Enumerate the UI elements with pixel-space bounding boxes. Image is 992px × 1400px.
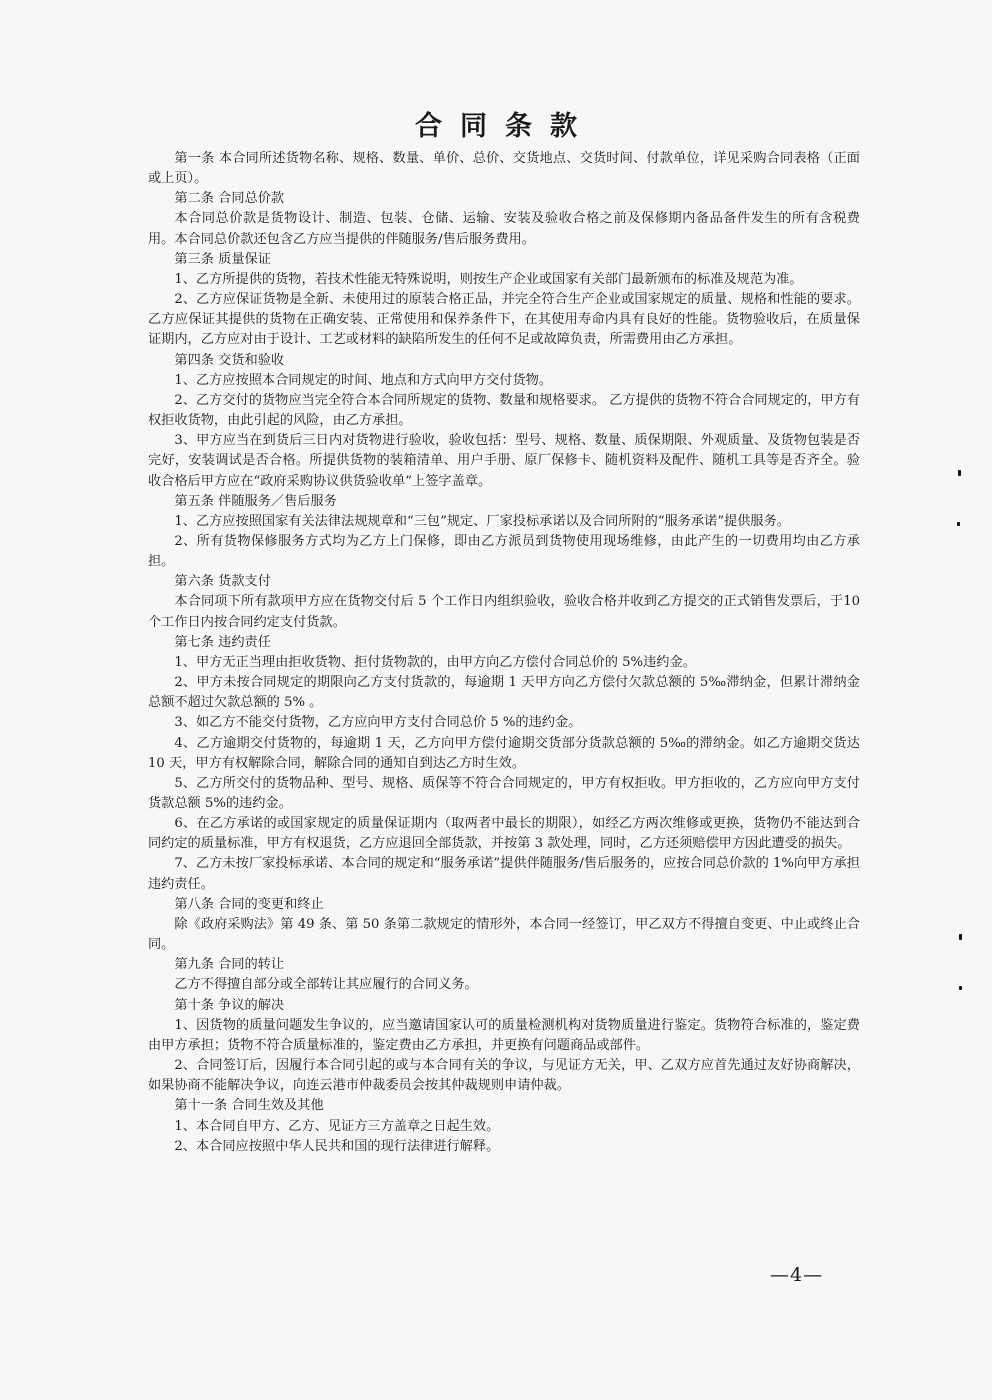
contract-paragraph: 第二条 合同总价款: [174, 191, 285, 207]
contract-paragraph: 2、本合同应按照中华人民共和国的现行法律进行解释。: [174, 1138, 500, 1154]
contract-paragraph: 第十条 争议的解决: [174, 997, 285, 1013]
contract-paragraph: 2、合同签订后，因履行本合同引起的或与本合同有关的争议，与见证方无关，甲、乙双方应首先通过友好协商解决，如果协商不能解决争议，向连云港市仲裁委员会按其仲裁规则申请仲裁。: [148, 1058, 860, 1094]
contract-paragraph: 7、乙方未按厂家投标承诺、本合同的规定和“服务承诺”提供伴随服务/售后服务的，应按合同总价款的 1%向甲方承担违约责任。: [148, 856, 860, 892]
scan-mark: [958, 470, 961, 476]
contract-paragraph: 3、甲方应当在到货后三日内对货物进行验收，验收包括：型号、规格、数量、质保期限、外观质量、及货物包装是否完好，安装调试是否合格。所提供货物的装箱清单、用户手册、原厂保修卡、随机资料及配件、随机工具等是否齐全。验收合格后甲方应在“政府采购协议供货验收单”上签字盖章。: [148, 433, 860, 489]
contract-paragraph: 6、在乙方承诺的或国家规定的质量保证期内（取两者中最长的期限），如经乙方两次维修或更换，货物仍不能达到合同约定的质量标准，甲方有权退货，乙方应退回全部货款，并按第 3 款处理，同时，乙方还须赔偿甲方因此遭受的损失。: [148, 816, 860, 852]
contract-paragraph: 4、乙方逾期交付货物的，每逾期 1 天，乙方向甲方偿付逾期交货部分货款总额的 5‰的滞纳金。如乙方逾期交货达 10 天，甲方有权解除合同，解除合同的通知自到达乙方时生效。: [148, 735, 860, 771]
contract-paragraph: 第六条 货款支付: [174, 574, 271, 590]
document-title: 合同条款: [415, 111, 595, 142]
contract-paragraph: 第一条 本合同所述货物名称、规格、数量、单价、总价、交货地点、交货时间、付款单位，详见采购合同表格（正面或上页）。: [148, 151, 860, 187]
contract-paragraph: 2、乙方交付的货物应当完全符合本合同所规定的货物、数量和规格要求。 乙方提供的货物不符合合同规定的，甲方有权拒收货物，由此引起的风险，由乙方承担。: [148, 392, 860, 429]
contract-paragraph: 第四条 交货和验收: [174, 352, 285, 368]
contract-paragraph: 第八条 合同的变更和终止: [174, 896, 324, 912]
scan-mark: [959, 986, 962, 990]
contract-paragraph: 3、如乙方不能交付货物，乙方应向甲方支付合同总价 5 %的违约金。: [174, 715, 582, 731]
contract-paragraph: 第五条 伴随服务／售后服务: [174, 493, 337, 509]
contract-paragraph: 第三条 质量保证: [174, 251, 271, 267]
contract-paragraph: 1、本合同自甲方、乙方、见证方三方盖章之日起生效。: [174, 1118, 500, 1134]
contract-paragraph: 2、所有货物保修服务方式均为乙方上门保修，即由乙方派员到货物使用现场维修，由此产生的一切费用均由乙方承担。: [148, 533, 860, 570]
contract-paragraph: 第十一条 合同生效及其他: [174, 1098, 324, 1114]
contract-paragraph: 第九条 合同的转让: [174, 957, 285, 973]
contract-paragraph: 乙方不得擅自部分或全部转让其应履行的合同义务。: [174, 977, 478, 993]
contract-paragraph: 第七条 违约责任: [174, 634, 271, 650]
contract-paragraph: 1、乙方所提供的货物，若技术性能无特殊说明，则按生产企业或国家有关部门最新颁布的标准及规范为准。: [174, 271, 803, 287]
contract-paragraph: 1、因货物的质量问题发生争议的，应当邀请国家认可的质量检测机构对货物质量进行鉴定。货物符合标准的，鉴定费由甲方承担；货物不符合质量标准的，鉴定费由乙方承担，并更换有问题商品或部件。: [148, 1017, 860, 1053]
scan-mark: [959, 934, 962, 940]
contract-paragraph: 1、甲方无正当理由拒收货物、拒付货物款的，由甲方向乙方偿付合同总价的 5%违约金。: [174, 654, 696, 670]
contract-paragraph: 本合同项下所有款项甲方应在货物交付后 5 个工作日内组织验收，验收合格并收到乙方提交的正式销售发票后，于10个工作日内按合同约定支付货款。: [148, 594, 860, 630]
contract-body: [148, 149, 860, 1157]
contract-paragraph: 1、乙方应按照国家有关法律法规规章和“三包”规定、厂家投标承诺以及合同所附的“服务承诺”提供服务。: [174, 513, 790, 529]
contract-paragraph: 除《政府采购法》第 49 条、第 50 条第二款规定的情形外，本合同一经签订，甲乙双方不得擅自变更、中止或终止合同。: [148, 916, 860, 953]
contract-paragraph: 5、乙方所交付的货物品种、型号、规格、质保等不符合合同规定的，甲方有权拒收。甲方拒收的，乙方应向甲方支付货款总额 5%的违约金。: [148, 775, 860, 811]
contract-paragraph: 本合同总价款是货物设计、制造、包装、仓储、运输、安装及验收合格之前及保修期内备品备件发生的所有含税费用。本合同总价款还包含乙方应当提供的伴随服务/售后服务费用。: [148, 211, 860, 247]
contract-paragraph: 2、乙方应保证货物是全新、未使用过的原装合格正品，并完全符合生产企业或国家规定的质量、规格和性能的要求。乙方应保证其提供的货物在正确安装、正常使用和保养条件下，在其使用寿命内具有良好的性能。货物验收后，在质量保证期内，乙方应对由于设计、工艺或材料的缺陷所发生的任何不足或故障负责，所需费用由乙方承担。: [148, 292, 860, 348]
contract-paragraph: 2、甲方未按合同规定的期限向乙方支付货款的，每逾期 1 天甲方向乙方偿付欠款总额的 5‰滞纳金，但累计滞纳金总额不超过欠款总额的 5% 。: [148, 675, 860, 711]
page-number: —4—: [770, 1264, 824, 1286]
contract-paragraph: 1、乙方应按照本合同规定的时间、地点和方式向甲方交付货物。: [174, 372, 553, 388]
scan-mark: [957, 522, 960, 526]
